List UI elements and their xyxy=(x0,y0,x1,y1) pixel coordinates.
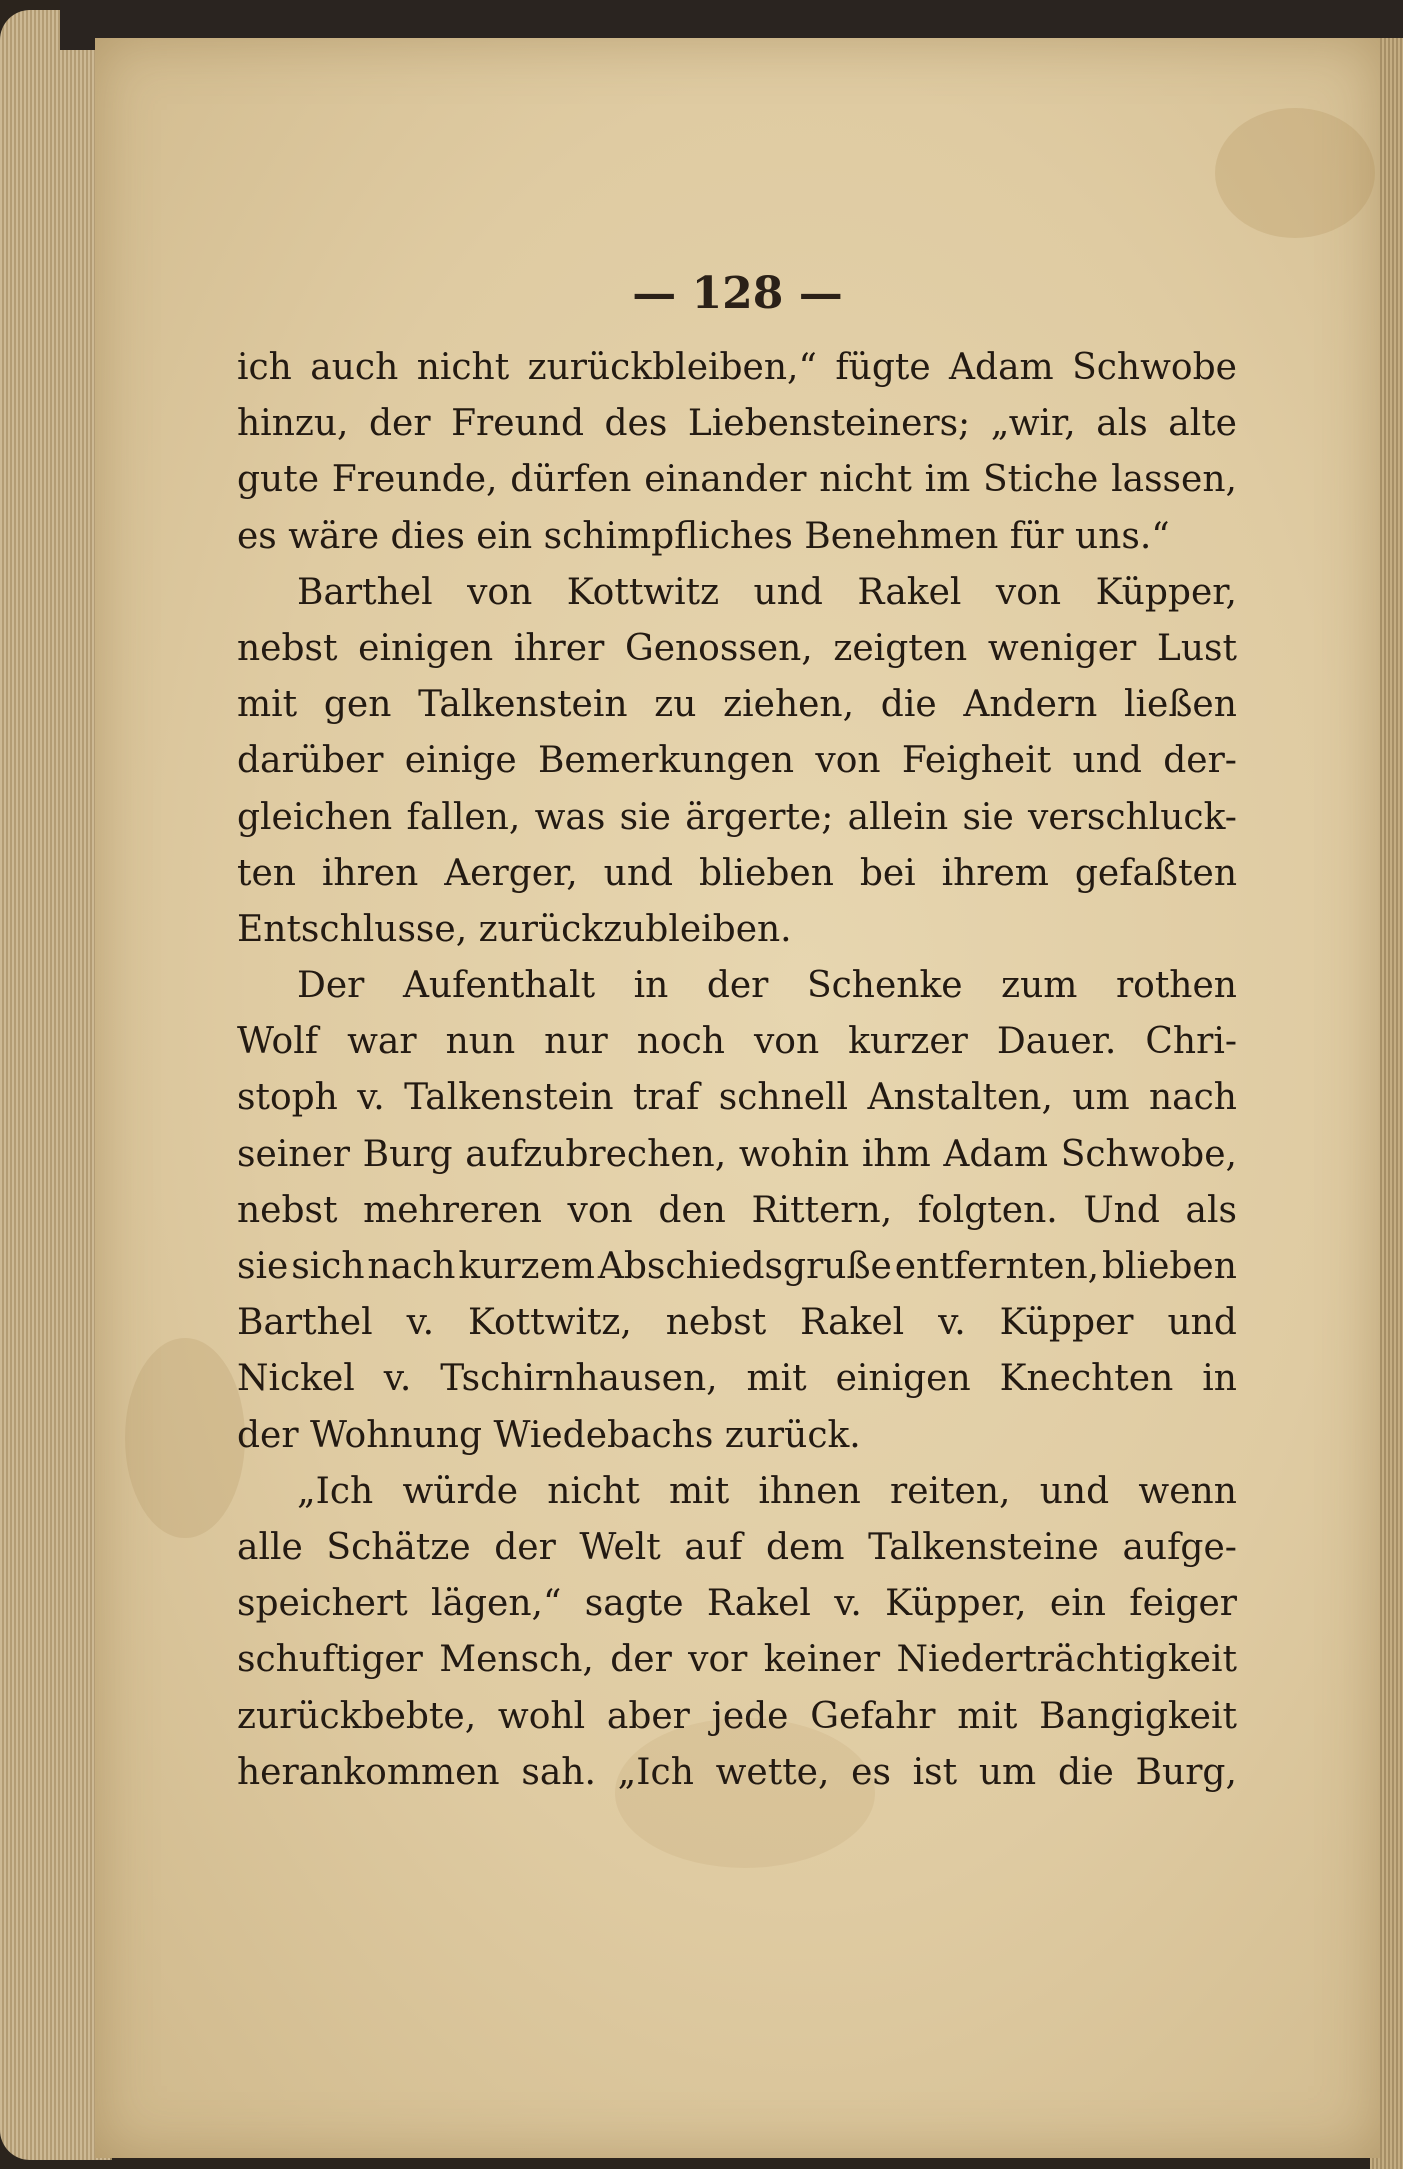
word: der xyxy=(610,1639,672,1681)
word: Küpper, xyxy=(885,1583,1027,1625)
word: jede xyxy=(711,1695,789,1737)
word: traf xyxy=(632,1077,700,1119)
word: Chri- xyxy=(1145,1021,1237,1063)
word: nun xyxy=(445,1021,516,1063)
word: dem xyxy=(765,1526,845,1568)
word: weniger xyxy=(987,627,1137,669)
word: Anstalten, xyxy=(867,1077,1053,1119)
word: auf xyxy=(684,1526,743,1568)
word: Adam xyxy=(949,347,1054,388)
word: Andern xyxy=(963,684,1098,726)
word: von xyxy=(995,571,1062,613)
word: Rittern, xyxy=(751,1189,893,1231)
word: ihnen xyxy=(758,1470,861,1512)
word: einigen xyxy=(358,627,494,669)
text-line: es wäre dies ein schimpfliches Benehmen für uns.“ xyxy=(237,515,1170,557)
word: folgten. xyxy=(917,1189,1058,1231)
word: Adam xyxy=(943,1133,1049,1175)
word: sie xyxy=(237,1246,289,1287)
word: Der xyxy=(297,965,365,1007)
word: des xyxy=(604,403,668,445)
word: sagte xyxy=(584,1583,684,1625)
text-line xyxy=(237,1295,1237,1351)
word: als xyxy=(1185,1189,1237,1231)
word: Gefahr xyxy=(810,1695,936,1737)
word: verschluck- xyxy=(1028,796,1237,838)
text-line xyxy=(237,396,1237,452)
word: wette, xyxy=(715,1751,830,1793)
text-line xyxy=(237,452,1237,508)
word: Feigheit xyxy=(901,740,1052,782)
word: nur xyxy=(544,1021,608,1063)
word: gen xyxy=(323,684,392,726)
word: Burg, xyxy=(1135,1751,1237,1793)
text-line xyxy=(237,1070,1237,1126)
word: sah. xyxy=(521,1751,596,1793)
text-line xyxy=(237,1014,1237,1070)
word: keiner xyxy=(763,1639,881,1681)
word: Schwobe, xyxy=(1060,1133,1237,1175)
word: zurückbleiben,“ xyxy=(527,347,817,388)
text-line xyxy=(237,1239,1237,1295)
word: ein xyxy=(1049,1583,1106,1625)
word: sie xyxy=(619,796,671,838)
word: fallen, xyxy=(406,796,521,838)
text-line xyxy=(237,1464,1237,1520)
word: Aufenthalt xyxy=(402,965,596,1007)
word: hinzu, xyxy=(237,403,349,445)
word: v. xyxy=(834,1583,862,1625)
word: nicht xyxy=(547,1470,640,1512)
word: Aerger, xyxy=(444,852,578,894)
word: Welt xyxy=(579,1526,661,1568)
word: Freund xyxy=(451,403,584,445)
word: sich xyxy=(291,1246,365,1287)
word: alle xyxy=(237,1526,303,1568)
word: was xyxy=(534,796,606,838)
word: Stiche xyxy=(983,459,1099,501)
word: die xyxy=(880,684,937,726)
word: Freunde, xyxy=(331,459,498,501)
word: entfernten, xyxy=(894,1246,1100,1287)
word: aber xyxy=(606,1695,690,1737)
word: der xyxy=(369,403,431,445)
text-line xyxy=(237,1351,1237,1407)
word: gute xyxy=(237,459,320,501)
word: mit xyxy=(957,1695,1018,1737)
word: Wolf xyxy=(237,1021,319,1063)
word: Barthel xyxy=(297,571,433,613)
word: Rakel xyxy=(857,571,962,613)
word: bei xyxy=(859,852,916,894)
word: Dauer. xyxy=(996,1021,1117,1063)
word: Talkensteine xyxy=(868,1526,1099,1568)
word: nebst xyxy=(237,627,338,669)
word: „Ich xyxy=(617,1751,694,1793)
word: v. xyxy=(938,1302,966,1344)
word: gefaßten xyxy=(1074,852,1237,894)
word: in xyxy=(1202,1358,1237,1400)
word: feiger xyxy=(1129,1583,1237,1625)
word: auch xyxy=(310,347,399,388)
word: Abschiedsgruße xyxy=(597,1246,892,1287)
word: Kottwitz xyxy=(566,571,720,613)
text-line xyxy=(237,846,1237,902)
word: es xyxy=(851,1751,891,1793)
text-line: der Wohnung Wiedebachs zurück. xyxy=(237,1414,861,1456)
word: seiner xyxy=(237,1133,350,1175)
word: Talkenstein xyxy=(418,684,628,726)
word: und xyxy=(603,852,674,894)
word: Knechten xyxy=(999,1358,1174,1400)
word: fügte xyxy=(835,347,931,388)
word: Rakel xyxy=(800,1302,905,1344)
paper-stain xyxy=(125,1338,245,1538)
word: noch xyxy=(636,1021,725,1063)
word: Rakel xyxy=(706,1583,811,1625)
paper-stain xyxy=(1215,108,1375,238)
word: gleichen xyxy=(237,796,393,838)
word: von xyxy=(567,1189,633,1231)
word: ihrer xyxy=(513,627,605,669)
word: darüber xyxy=(237,740,384,782)
word: der- xyxy=(1163,740,1237,782)
word: speichert xyxy=(237,1583,408,1625)
word: Bangigkeit xyxy=(1039,1695,1237,1737)
word: von xyxy=(753,1021,820,1063)
word: mehreren xyxy=(363,1189,542,1231)
text-line xyxy=(237,733,1237,789)
word: die xyxy=(1057,1751,1114,1793)
word: Niederträchtigkeit xyxy=(896,1639,1237,1681)
word: zu xyxy=(654,684,697,726)
word: nebst xyxy=(665,1302,767,1344)
word: ten xyxy=(237,852,296,894)
word: Kottwitz, xyxy=(468,1302,632,1344)
word: zum xyxy=(1001,965,1078,1007)
word: einander xyxy=(644,459,807,501)
word: rothen xyxy=(1115,965,1237,1007)
word: um xyxy=(1072,1077,1130,1119)
word: Talkenstein xyxy=(404,1077,614,1119)
word: Schenke xyxy=(806,965,963,1007)
word: lägen,“ xyxy=(431,1583,562,1625)
word: v. xyxy=(357,1077,385,1119)
word: vor xyxy=(688,1639,748,1681)
word: Tschirnhausen, xyxy=(440,1358,718,1400)
word: zurückbebte, xyxy=(237,1695,477,1737)
word: einigen xyxy=(835,1358,971,1400)
word: und xyxy=(1072,740,1142,782)
word: ziehen, xyxy=(723,684,855,726)
word: Küpper, xyxy=(1095,571,1237,613)
word: schnell xyxy=(718,1077,849,1119)
word: ließen xyxy=(1124,684,1237,726)
word: aufzubrechen, xyxy=(465,1133,727,1175)
word: schuftiger xyxy=(237,1639,423,1681)
text-line xyxy=(237,1745,1237,1801)
word: nebst xyxy=(237,1189,338,1231)
word: ist xyxy=(912,1751,958,1793)
word: sie xyxy=(962,796,1014,838)
word: als xyxy=(1096,403,1148,445)
word: in xyxy=(633,965,669,1007)
word: reiten, xyxy=(890,1470,1011,1512)
word: nicht xyxy=(416,347,510,388)
word: Nickel xyxy=(237,1358,355,1400)
word: ihrem xyxy=(941,852,1049,894)
word: lassen, xyxy=(1111,459,1237,501)
text-line xyxy=(237,1632,1237,1688)
word: stoph xyxy=(237,1077,338,1119)
word: wohin xyxy=(738,1133,850,1175)
word: Genossen, xyxy=(624,627,813,669)
text-line xyxy=(237,677,1237,733)
word: „wir, xyxy=(990,403,1076,445)
word: mit xyxy=(746,1358,807,1400)
word: allein xyxy=(847,796,949,838)
word: nicht xyxy=(819,459,912,501)
word: dürfen xyxy=(510,459,632,501)
word: Schwobe xyxy=(1072,347,1237,388)
word: ihren xyxy=(321,852,419,894)
word: Und xyxy=(1083,1189,1160,1231)
word: wenn xyxy=(1138,1470,1237,1512)
word: zeigten xyxy=(833,627,968,669)
word: und xyxy=(753,571,823,613)
text-line: Entschlusse, zurückzubleiben. xyxy=(237,908,792,950)
word: und xyxy=(1167,1302,1237,1344)
word: würde xyxy=(402,1470,519,1512)
word: Schätze xyxy=(326,1526,471,1568)
word: Mensch, xyxy=(439,1639,594,1681)
text-line xyxy=(237,1576,1237,1632)
word: aufge- xyxy=(1122,1526,1237,1568)
word: ich xyxy=(237,347,292,388)
word: alte xyxy=(1168,403,1237,445)
text-line xyxy=(237,790,1237,846)
word: wohl xyxy=(497,1695,586,1737)
word: war xyxy=(347,1021,417,1063)
word: von xyxy=(815,740,881,782)
word: kurzer xyxy=(848,1021,968,1063)
text-line xyxy=(237,1520,1237,1576)
word: v. xyxy=(406,1302,435,1344)
word: den xyxy=(658,1189,726,1231)
body-text xyxy=(237,340,1237,1801)
text-line xyxy=(237,958,1237,1014)
word: im xyxy=(924,459,971,501)
word: herankommen xyxy=(237,1751,500,1793)
word: nach xyxy=(367,1246,456,1287)
text-line xyxy=(237,565,1237,621)
word: v. xyxy=(383,1358,412,1400)
word: ihm xyxy=(861,1133,931,1175)
word: der xyxy=(494,1526,556,1568)
word: „Ich xyxy=(297,1470,374,1512)
text-line xyxy=(237,621,1237,677)
word: einige xyxy=(404,740,517,782)
word: Bemerkungen xyxy=(537,740,795,782)
word: Barthel xyxy=(237,1302,373,1344)
word: Burg xyxy=(362,1133,453,1175)
word: der xyxy=(706,965,769,1007)
word: nach xyxy=(1149,1077,1237,1119)
word: um xyxy=(978,1751,1037,1793)
word: Küpper xyxy=(999,1302,1134,1344)
word: blieben xyxy=(698,852,834,894)
word: Lust xyxy=(1156,627,1237,669)
text-line xyxy=(237,1689,1237,1745)
word: mit xyxy=(237,684,298,726)
text-line xyxy=(237,1183,1237,1239)
word: von xyxy=(467,571,533,613)
word: Liebensteiners; xyxy=(687,403,971,445)
word: blieben xyxy=(1102,1246,1237,1287)
word: mit xyxy=(669,1470,730,1512)
word: kurzem xyxy=(458,1246,595,1287)
page-number: — 128 — xyxy=(632,268,843,319)
text-line xyxy=(237,340,1237,396)
word: ärgerte; xyxy=(685,796,834,838)
word: und xyxy=(1039,1470,1110,1512)
text-line xyxy=(237,1127,1237,1183)
